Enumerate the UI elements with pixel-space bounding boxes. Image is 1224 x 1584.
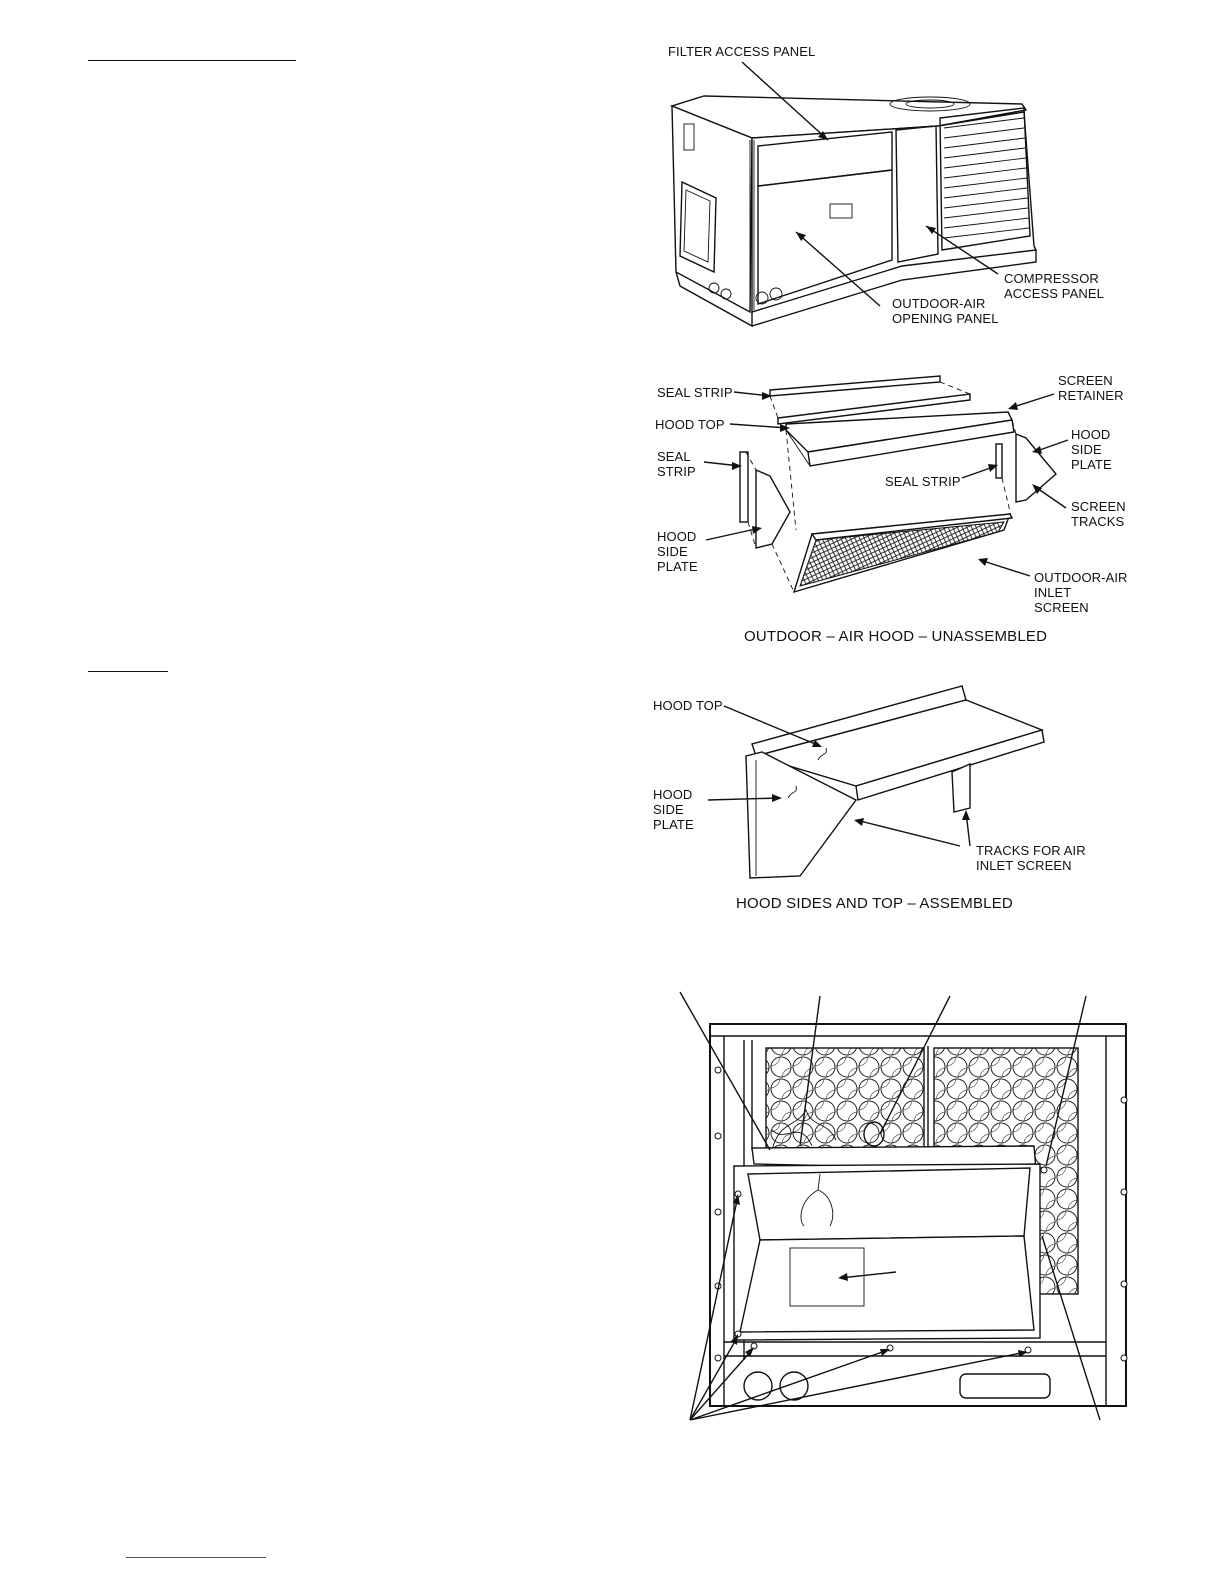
label-hood-side-plate-left: HOOD SIDE PLATE <box>657 529 698 574</box>
label-seal-strip-top: SEAL STRIP <box>657 385 733 400</box>
label-hood-side-plate-assembled: HOOD SIDE PLATE <box>653 787 694 832</box>
label-outdoor-air-opening-panel: OUTDOOR-AIR OPENING PANEL <box>892 296 999 326</box>
label-screen-tracks: SCREEN TRACKS <box>1071 499 1126 529</box>
label-screen-retainer: SCREEN RETAINER <box>1058 373 1124 403</box>
label-outdoor-air-inlet-screen: OUTDOOR-AIR INLET SCREEN <box>1034 570 1128 615</box>
label-seal-strip-left: SEAL STRIP <box>657 449 696 479</box>
label-compressor-access-panel: COMPRESSOR ACCESS PANEL <box>1004 271 1104 301</box>
label-hood-side-plate-right: HOOD SIDE PLATE <box>1071 427 1112 472</box>
label-tracks-for-air-inlet-screen: TRACKS FOR AIR INLET SCREEN <box>976 843 1086 873</box>
caption-hood-unassembled: OUTDOOR – AIR HOOD – UNASSEMBLED <box>744 628 1048 645</box>
label-hood-top-assembled: HOOD TOP <box>653 698 723 713</box>
label-hood-top: HOOD TOP <box>655 417 725 432</box>
caption-hood-assembled: HOOD SIDES AND TOP – ASSEMBLED <box>736 895 1013 912</box>
label-filter-access-panel: FILTER ACCESS PANEL <box>668 44 816 59</box>
label-seal-strip-middle: SEAL STRIP <box>885 474 961 489</box>
